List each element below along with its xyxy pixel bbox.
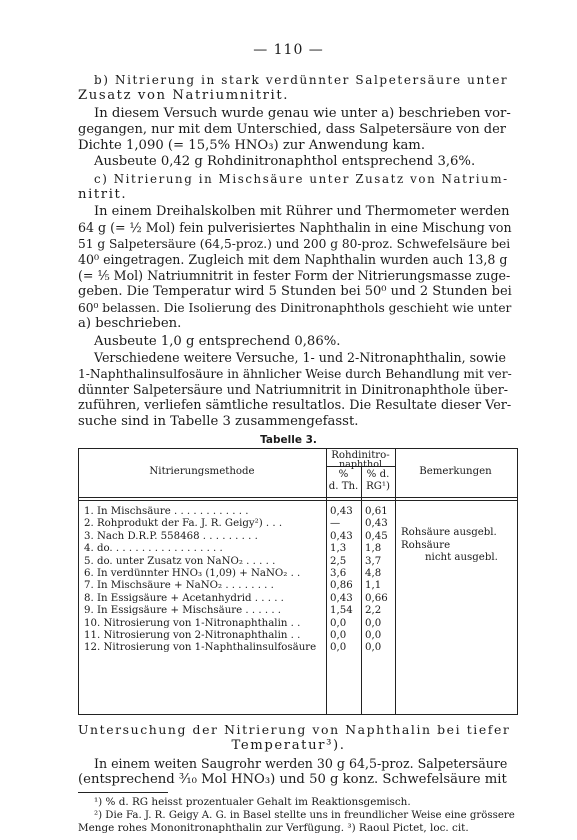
paragraph-line: gegangen, nur mit dem Unterschied, dass Salpetersäure von der: [78, 122, 506, 137]
table-row-th: 0,0: [330, 642, 347, 654]
header-col1-cont: d. Th.: [328, 481, 359, 492]
table-row-rg: 0,61: [365, 506, 388, 517]
table-row-rg: 4,8: [365, 568, 382, 579]
paragraph-line: Dichte 1,090 (= 15,5% HNO₃) zur Anwendung kam.: [78, 138, 426, 153]
table-row-rg: 3,7: [365, 555, 382, 567]
footnote: Menge rohes Mononitronaphthalin zur Verfügung. ³) Raoul Pictet, loc. cit.: [78, 822, 469, 834]
header-group-cont: naphthol: [338, 459, 383, 470]
remark: Rohsäure: [401, 540, 451, 551]
table-row-th: 0,43: [330, 506, 353, 517]
paragraph-line: suche sind in Tabelle 3 zusammengefasst.: [78, 414, 359, 429]
table-row-th: 1,3: [330, 543, 347, 555]
table-row-rg: 0,0: [365, 630, 382, 641]
table-row-th: 2,5: [330, 555, 347, 567]
table-row-method: 6. In verdünnter HNO₃ (1,09) + NaNO₂ . .: [84, 568, 301, 579]
paragraph-line: In diesem Versuch wurde genau wie unter a) beschrieben vor-: [94, 106, 511, 121]
paragraph-line: a) beschrieben.: [78, 316, 182, 331]
table-row-th: 0,43: [330, 530, 353, 542]
table-row-method: 10. Nitrosierung von 1-Nitronaphthalin . .: [84, 617, 301, 629]
paragraph-line: (entsprechend ³⁄₁₀ Mol HNO₃) und 50 g konz. Schwefelsäure mit: [78, 772, 507, 787]
table-row-th: 0,43: [330, 592, 353, 604]
table-row-th: 0,0: [330, 630, 347, 641]
table-row-rg: 0,66: [365, 592, 388, 604]
yield-line: Ausbeute 0,42 g Rohdinitronaphthol entsprechend 3,6%.: [94, 154, 476, 169]
table-row-rg: 0,0: [365, 617, 382, 629]
section-c-heading: c) Nitrierung in Mischsäure unter Zusatz von Natrium-: [94, 172, 509, 186]
paragraph-line: 1-Naphthalinsulfosäure in ähnlicher Weise durch Behandlung mit ver-: [78, 367, 512, 381]
paragraph-line: In einem weiten Saugrohr werden 30 g 64,5-proz. Salpetersäure: [94, 756, 508, 771]
table-row-method: 7. In Mischsäure + NaNO₂ . . . . . . . .: [84, 580, 274, 592]
table-caption: Tabelle 3.: [260, 434, 317, 446]
table-row-th: 0,0: [330, 617, 347, 629]
section-heading: Untersuchung der Nitrierung von Naphthalin bei tiefer: [78, 722, 511, 737]
paragraph-line: Verschiedene weitere Versuche, 1- und 2-Nitronaphthalin, sowie: [94, 350, 506, 365]
paragraph-line: zuführen, verliefen sämtliche resultatlos. Die Resultate dieser Ver-: [78, 398, 512, 413]
footnote-rule: [78, 792, 168, 793]
paragraph-line: (= ⅕ Mol) Natriumnitrit in fester Form der Nitrierungsmasse zuge-: [78, 268, 511, 283]
paragraph-line: 60⁰ belassen. Die Isolierung des Dinitronaphthols geschieht wie unter: [78, 301, 512, 315]
table-row-rg: 2,2: [365, 605, 382, 617]
paragraph-line: geben. Die Temperatur wird 5 Stunden bei 50⁰ und 2 Stunden bei: [78, 284, 512, 299]
paragraph-line: 51 g Salpetersäure (64,5-proz.) und 200 g 80-proz. Schwefelsäure bei: [78, 237, 511, 251]
table-row-method: 5. do. unter Zusatz von NaNO₂ . . . . .: [84, 555, 276, 567]
paragraph-line: 64 g (= ½ Mol) fein pulverisiertes Naphthalin in eine Mischung von: [78, 220, 512, 235]
table-row-method: 2. Rohprodukt der Fa. J. R. Geigy²) . . .: [84, 518, 283, 530]
table-row-method: 8. In Essigsäure + Acetanhydrid . . . . .: [84, 592, 284, 604]
table-row-method: 1. In Mischsäure . . . . . . . . . . . .: [84, 506, 249, 517]
paragraph-line: In einem Dreihalskolben mit Rührer und Thermometer werden: [94, 204, 510, 219]
table-row-method: 11. Nitrosierung von 2-Nitronaphthalin . .: [84, 630, 301, 641]
table-row-th: 1,54: [330, 605, 353, 617]
section-c-heading-cont: nitrit.: [78, 187, 128, 202]
table-row-method: 9. In Essigsäure + Mischsäure . . . . . .: [84, 605, 282, 617]
table-row-method: 4. do. . . . . . . . . . . . . . . . . .: [84, 543, 223, 555]
section-heading-cont: Temperatur³).: [231, 738, 346, 753]
table-row-rg: 0,45: [365, 530, 388, 542]
header-group: Rohdinitro-: [331, 450, 390, 461]
remark: nicht ausgebl.: [425, 552, 498, 563]
page-number: — 110 —: [253, 42, 324, 58]
table-row-rg: 1,8: [365, 543, 382, 555]
footnote: ²) Die Fa. J. R. Geigy A. G. in Basel stellte uns in freundlicher Weise eine grössere: [94, 810, 515, 821]
section-b-heading: b) Nitrierung in stark verdünnter Salpetersäure unter: [94, 73, 509, 87]
footnote: ¹) % d. RG heisst prozentualer Gehalt im Reaktionsgemisch.: [94, 796, 411, 808]
remark: Rohsäure ausgebl.: [401, 527, 497, 538]
yield-line: Ausbeute 1,0 g entsprechend 0,86%.: [94, 334, 341, 349]
table-row-rg: 0,43: [365, 518, 388, 530]
header-col1: %: [338, 469, 349, 480]
table-row-method: 3. Nach D.R.P. 558468 . . . . . . . . .: [84, 530, 258, 542]
section-b-heading-cont: Zusatz von Natriumnitrit.: [78, 88, 290, 103]
header-col2-cont: RG¹): [366, 481, 390, 492]
header-remarks: Bemerkungen: [419, 466, 492, 477]
table-row-th: —: [330, 518, 341, 530]
table-row-rg: 1,1: [365, 580, 382, 592]
table-row-rg: 0,0: [365, 642, 382, 654]
table-row-th: 0,86: [330, 580, 353, 592]
header-col2: % d.: [366, 469, 390, 480]
table-row-th: 3,6: [330, 568, 347, 579]
paragraph-line: dünnter Salpetersäure und Natriumnitrit in Dinitronaphthole über-: [78, 382, 508, 397]
table-row-method: 12. Nitrosierung von 1-Naphthalinsulfosäure: [84, 642, 317, 654]
header-method: Nitrierungsmethode: [149, 466, 255, 477]
paragraph-line: 40⁰ eingetragen. Zugleich mit dem Naphthalin wurden auch 13,8 g: [78, 252, 508, 267]
